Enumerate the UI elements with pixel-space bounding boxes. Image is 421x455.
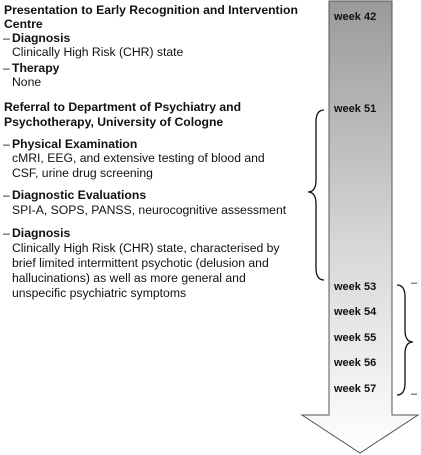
presentation-therapy-text: None	[12, 75, 42, 89]
week-label: week 54	[334, 306, 377, 318]
diagnostic-evaluations-text: SPI-A, SOPS, PANSS, neurocognitive assessment	[12, 203, 287, 217]
physical-exam-line1: cMRI, EEG, and extensive testing of blood and	[12, 151, 265, 165]
presentation-title-line2: Centre	[4, 17, 43, 31]
week-label: week 55	[334, 332, 377, 344]
brace-mark-top: –	[411, 277, 418, 289]
physical-exam-label: Physical Examination	[12, 137, 138, 151]
presentation-title-line1: Presentation to Early Recognition and Intervention	[4, 3, 298, 17]
week-label: week 51	[334, 103, 377, 115]
referral-diagnosis-label: Diagnosis	[12, 226, 71, 240]
referral-diagnosis-line2: brief limited intermittent psychotic (delusion and	[12, 256, 269, 270]
week-label: week 56	[334, 357, 377, 369]
presentation-diagnosis-label: Diagnosis	[12, 31, 71, 45]
referral-diagnosis-line3: hallucinations) as well as more general and	[12, 271, 246, 285]
referral-diagnosis-line1: Clinically High Risk (CHR) state, characterised by	[12, 241, 280, 255]
presentation-diagnosis-text: Clinically High Risk (CHR) state	[12, 45, 184, 59]
bullet-dash: –	[3, 188, 10, 202]
referral-title-line2: Psychotherapy, University of Cologne	[4, 115, 224, 129]
bullet-dash: –	[3, 31, 10, 45]
left-brace	[308, 110, 324, 280]
referral-title-line1: Referral to Department of Psychiatry and	[4, 100, 242, 114]
referral-diagnosis-line4: unspecific psychiatric symptoms	[12, 286, 187, 300]
week-label: week 53	[334, 281, 377, 293]
presentation-therapy-label: Therapy	[12, 61, 60, 75]
bullet-dash: –	[3, 137, 10, 151]
week-label: week 57	[334, 383, 377, 395]
bullet-dash: –	[3, 226, 10, 240]
diagnostic-evaluations-label: Diagnostic Evaluations	[12, 188, 147, 202]
right-brace	[397, 285, 413, 395]
physical-exam-line2: CSF, urine drug screening	[12, 166, 153, 180]
brace-mark-bottom: –	[411, 388, 418, 400]
week-label: week 42	[334, 11, 377, 23]
bullet-dash: –	[3, 61, 10, 75]
